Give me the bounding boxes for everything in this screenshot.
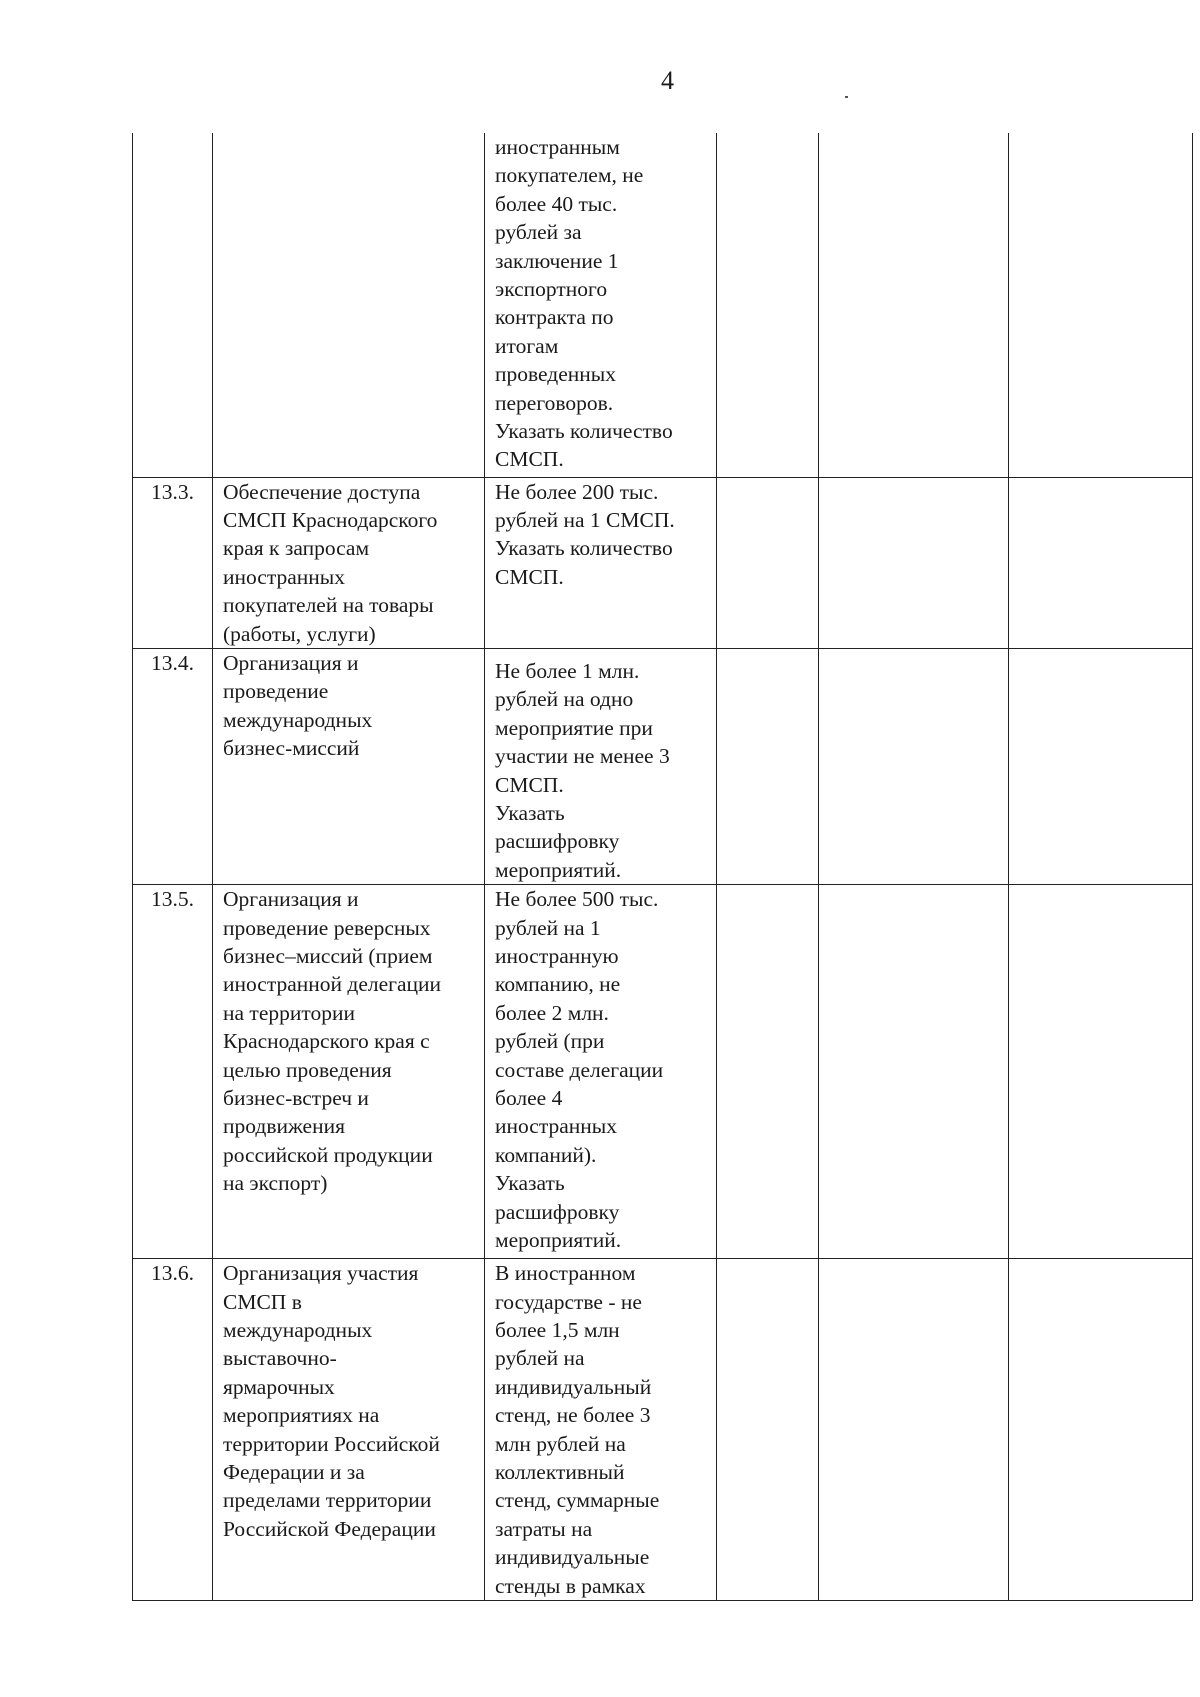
empty-cell [717,885,819,1259]
empty-cell [717,648,819,884]
row-number-cell [133,477,213,648]
measure-name: Организация участия СМСП в международных выставочно- ярмарочных мероприятиях на территории Российской Федерации и за пределами территории Российской Федерации [223,1261,440,1541]
row-number: 13.5. [151,887,194,912]
empty-cell [819,477,1009,648]
page-number: 4 [661,66,674,95]
measure-name: Организация и проведение реверсных бизнес–миссий (прием иностранной делегации на территории Краснодарского края с целью проведения бизнес-встреч и продвижения российской продукции на экспорт) [223,887,442,1196]
row-number-cell [133,885,213,1259]
condition-text: иностранным покупателем, не более 40 тыс. рублей за заключение 1 экспортного контракта по итогам проведенных переговоров. Указать количество СМСП. [495,135,673,472]
condition-cell [485,1259,717,1601]
row-number: 13.3. [151,479,194,504]
empty-cell [717,477,819,648]
table-row [133,648,1193,884]
empty-cell [1009,1259,1193,1601]
condition-text: Не более 200 тыс. рублей на 1 СМСП. Указать количество СМСП. [495,479,675,589]
condition-cell [485,648,717,884]
table-row [133,477,1193,648]
condition-cell [485,133,717,477]
condition-cell [485,885,717,1259]
condition-cell [485,477,717,648]
condition-text: В иностранном государстве - не более 1,5 млн рублей на индивидуальный стенд, не более 3 млн рублей на коллективный стенд, суммарные затраты на индивидуальные стенды в рамках [495,1261,660,1598]
measure-name-cell [213,885,485,1259]
row-number-cell [133,648,213,884]
empty-cell [819,1259,1009,1601]
empty-cell [819,133,1009,477]
scan-speck [845,96,848,98]
empty-cell [717,133,819,477]
measure-name: Обеспечение доступа СМСП Краснодарского края к запросам иностранных покупателей на товары (работы, услуги) [223,479,438,646]
empty-cell [819,885,1009,1259]
measure-name-cell [213,477,485,648]
empty-cell [1009,648,1193,884]
row-number: 13.6. [151,1261,194,1286]
row-number-cell [133,1259,213,1601]
table-row [133,1259,1193,1601]
empty-cell [1009,885,1193,1259]
table-row [133,133,1193,477]
condition-text: Не более 1 млн. рублей на одно мероприятие при участии не менее 3 СМСП. Указать расшифровку мероприятий. [495,658,670,882]
measures-table [132,133,1193,1601]
row-number-cell [133,133,213,477]
empty-cell [717,1259,819,1601]
condition-text: Не более 500 тыс. рублей на 1 иностранную компанию, не более 2 млн. рублей (при составе делегации более 4 иностранных компаний). Указать расшифровку мероприятий. [495,887,664,1253]
measure-name-cell [213,1259,485,1601]
measure-name-cell [213,648,485,884]
empty-cell [819,648,1009,884]
measure-name-cell [213,133,485,477]
measure-name: Организация и проведение международных бизнес-миссий [223,650,373,761]
table-row [133,885,1193,1259]
empty-cell [1009,133,1193,477]
empty-cell [1009,477,1193,648]
row-number: 13.4. [151,650,194,675]
